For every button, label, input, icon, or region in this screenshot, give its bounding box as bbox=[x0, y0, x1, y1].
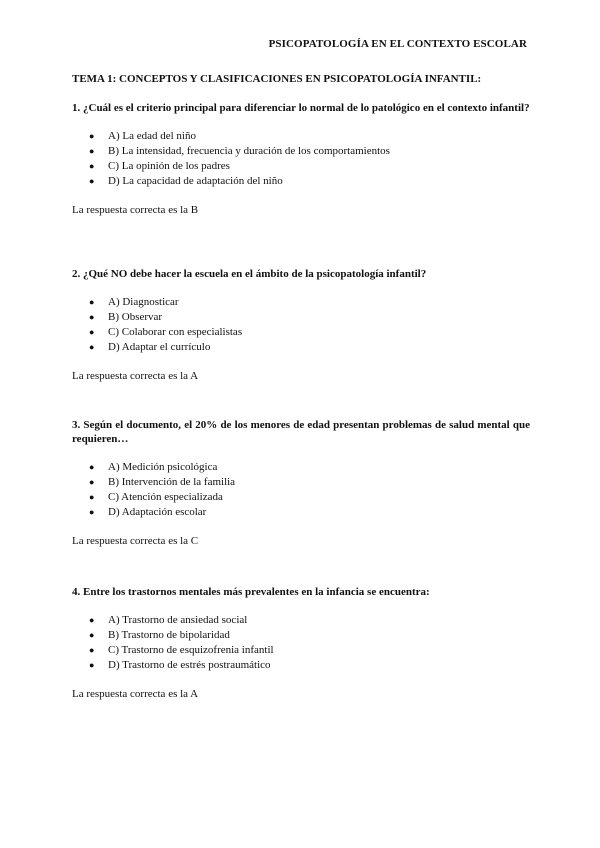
bullet-icon: ● bbox=[89, 327, 95, 337]
option-text: B) Trastorno de bipolaridad bbox=[108, 629, 230, 641]
bullet-icon: ● bbox=[89, 660, 95, 670]
option-text: D) Trastorno de estrés postraumático bbox=[108, 659, 271, 671]
list-item bbox=[72, 628, 530, 643]
bullet-icon: ● bbox=[89, 645, 95, 655]
option-text: A) Diagnosticar bbox=[108, 296, 179, 308]
question-title: 3. Según el documento, el 20% de los menores de edad presentan problemas de salud mental que requieren… bbox=[72, 419, 530, 445]
option-text: A) Medición psicológica bbox=[108, 461, 218, 473]
bullet-icon: ● bbox=[89, 312, 95, 322]
option-text: B) Intervención de la familia bbox=[108, 476, 236, 488]
bullet-icon: ● bbox=[89, 492, 95, 502]
question-2 bbox=[72, 267, 530, 382]
list-item bbox=[72, 174, 530, 189]
bullet-icon: ● bbox=[89, 630, 95, 640]
bullet-icon: ● bbox=[89, 477, 95, 487]
list-item bbox=[72, 295, 530, 310]
answer-text: La respuesta correcta es la B bbox=[72, 204, 199, 216]
option-text: A) La edad del niño bbox=[108, 130, 196, 142]
option-text: D) Adaptar el currículo bbox=[108, 341, 211, 353]
list-item bbox=[72, 613, 530, 628]
list-item bbox=[72, 310, 530, 325]
question-title: 4. Entre los trastornos mentales más prevalentes en la infancia se encuentra: bbox=[72, 586, 430, 598]
list-item bbox=[72, 129, 530, 144]
list-item bbox=[72, 475, 530, 490]
answer-text: La respuesta correcta es la C bbox=[72, 535, 199, 547]
bullet-icon: ● bbox=[89, 342, 95, 352]
list-item bbox=[72, 159, 530, 174]
list-item bbox=[72, 340, 530, 355]
option-text: D) La capacidad de adaptación del niño bbox=[108, 175, 283, 187]
list-item bbox=[72, 505, 530, 520]
option-text: A) Trastorno de ansiedad social bbox=[108, 614, 248, 626]
list-item bbox=[72, 658, 530, 673]
bullet-icon: ● bbox=[89, 146, 95, 156]
option-text: C) La opinión de los padres bbox=[108, 160, 230, 172]
option-text: D) Adaptación escolar bbox=[108, 506, 207, 518]
question-1 bbox=[72, 101, 530, 216]
options-list bbox=[72, 613, 530, 673]
bullet-icon: ● bbox=[89, 507, 95, 517]
option-text: B) La intensidad, frecuencia y duración de los comportamientos bbox=[108, 145, 390, 157]
options-list bbox=[72, 129, 530, 189]
topic-heading: TEMA 1: CONCEPTOS Y CLASIFICACIONES EN PSICOPATOLOGÍA INFANTIL: bbox=[72, 73, 482, 85]
bullet-icon: ● bbox=[89, 297, 95, 307]
question-title: 2. ¿Qué NO debe hacer la escuela en el ámbito de la psicopatología infantil? bbox=[72, 268, 427, 280]
option-text: B) Observar bbox=[108, 311, 163, 323]
bullet-icon: ● bbox=[89, 615, 95, 625]
question-3 bbox=[72, 418, 530, 547]
list-item bbox=[72, 144, 530, 159]
list-item bbox=[72, 460, 530, 475]
page-header: PSICOPATOLOGÍA EN EL CONTEXTO ESCOLAR bbox=[268, 38, 527, 50]
bullet-icon: ● bbox=[89, 131, 95, 141]
bullet-icon: ● bbox=[89, 161, 95, 171]
answer-text: La respuesta correcta es la A bbox=[72, 370, 199, 382]
answer-text: La respuesta correcta es la A bbox=[72, 688, 199, 700]
option-text: C) Colaborar con especialistas bbox=[108, 326, 243, 338]
list-item bbox=[72, 490, 530, 505]
option-text: C) Trastorno de esquizofrenia infantil bbox=[108, 644, 274, 656]
list-item bbox=[72, 643, 530, 658]
bullet-icon: ● bbox=[89, 462, 95, 472]
options-list bbox=[72, 460, 530, 520]
question-4 bbox=[72, 585, 530, 700]
option-text: C) Atención especializada bbox=[108, 491, 223, 503]
question-title: 1. ¿Cuál es el criterio principal para diferenciar lo normal de lo patológico en el contexto infantil? bbox=[72, 102, 530, 114]
list-item bbox=[72, 325, 530, 340]
options-list bbox=[72, 295, 530, 355]
bullet-icon: ● bbox=[89, 176, 95, 186]
